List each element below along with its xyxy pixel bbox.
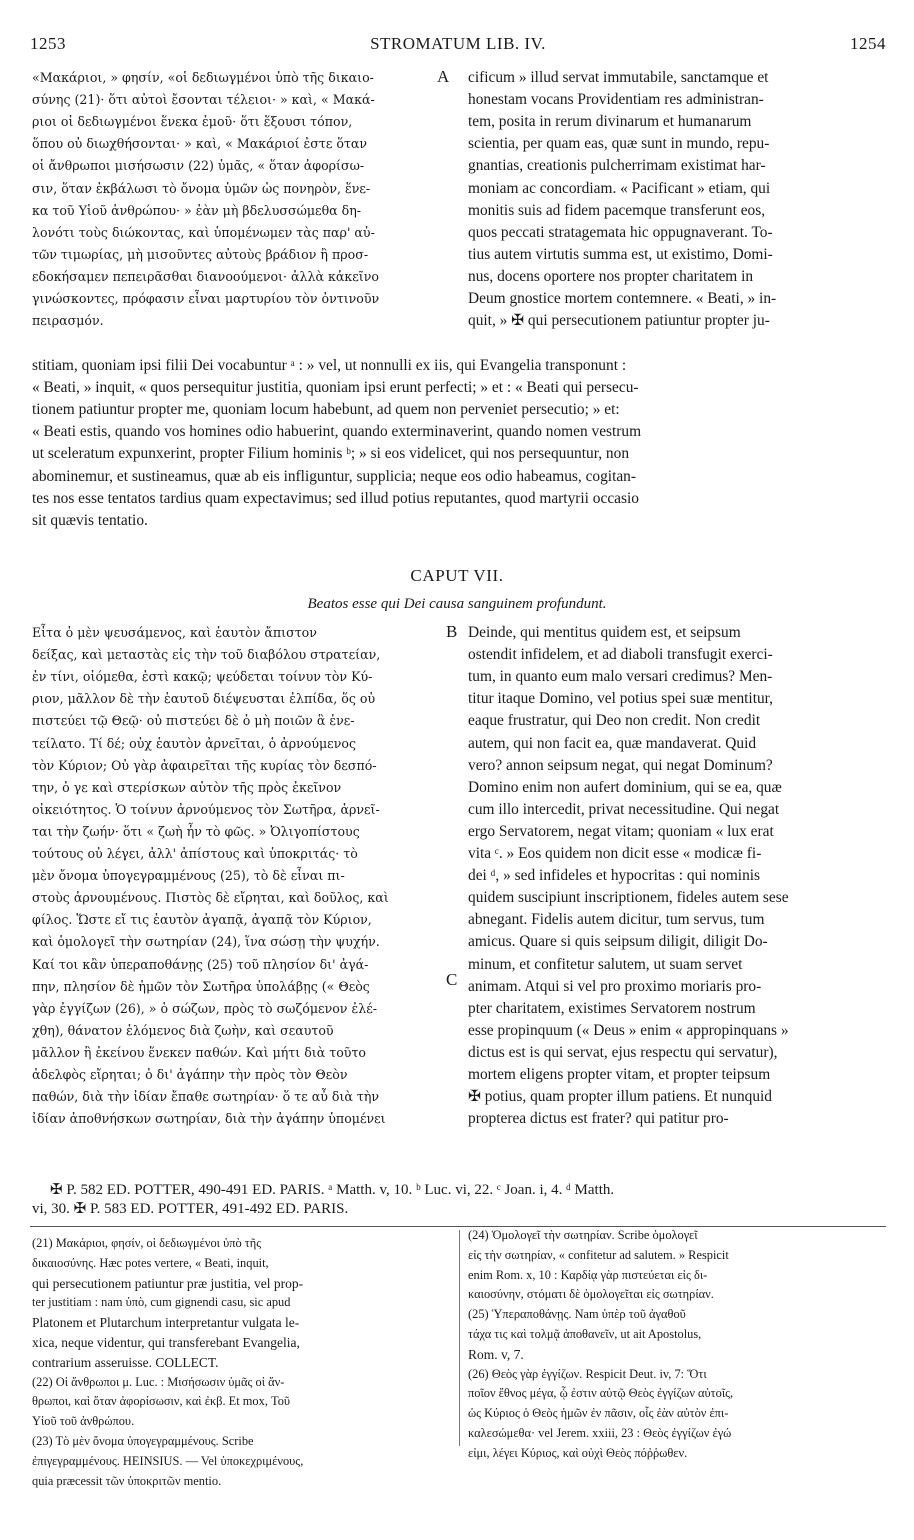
greek-text-line: μὲν ὄνομα ὑπογεγραμμένους (25), τὸ δὲ εἶναι πι- xyxy=(32,868,345,884)
footnote-line: ter justitiam : nam ὑπὸ, cum gignendi casu, sic apud xyxy=(32,1295,291,1310)
greek-text-line: πην, πλησίον δὲ ἡμῶν τὸν Σωτῆρα ὑπολάβῃς (« Θεὸς xyxy=(32,978,370,994)
latin-text-line: « Beati, » inquit, « quos persequitur justitia, quoniam ipsi erunt perfecti; » et : « Beati qui persecu- xyxy=(32,379,639,397)
footnote-line: εἰμι, λέγει Κύριος, καὶ οὐχὶ Θεὸς πόῤῥωθεν. xyxy=(468,1445,688,1460)
greek-text-line: τῶν τιμωρίας, μὴ μισοῦντες αὐτοὺς βράδιον ἢ προσ- xyxy=(32,246,369,262)
footnote-line: qui persecutionem patiuntur præ justitia, vel prop- xyxy=(32,1275,304,1291)
latin-text-line: dei ᵈ, » sed infideles et hypocritas : qui nominis xyxy=(468,867,761,885)
footnote-line: (25) Ὑπεραποθάνῃς. Nam ὑπὲρ τοῦ ἀγαθοῦ xyxy=(468,1307,686,1322)
latin-text-line: quit, » ✠ qui persecutionem patiuntur propter ju- xyxy=(468,312,770,330)
margin-letter-c: C xyxy=(446,970,458,989)
greek-text-line: ὅπου οὐ διωχθήσονται· » καὶ, « Μακάριοί ἐστε ὅταν xyxy=(32,136,368,152)
greek-text-line: καὶ ὁμολογεῖ τὴν σωτηρίαν (24), ἵνα σώσῃ τὴν ψυχήν. xyxy=(32,934,380,950)
greek-text-line: σύνης (21)· ὅτι αὐτοὶ ἔσονται τέλειοι· » καὶ, « Μακά- xyxy=(32,92,375,108)
footnote-line: δικαιοσύνης. Hæc potes vertere, « Beati, inquit, xyxy=(32,1255,269,1270)
latin-text-line: tes nos esse tentatos tardius quam expectavimus; sed illud potius reputantes, quod martyrii occasio xyxy=(32,489,639,507)
greek-text-line: ἐν τίνι, οἰόμεθα, ἐστὶ κακῷ; ψεύδεται τοίνυν τὸν Κύ- xyxy=(32,669,373,685)
latin-text-line: Deinde, qui mentitus quidem est, et seipsum xyxy=(468,624,741,641)
greek-text-line: τούτους οὐ λέγει, ἀλλ' ἀπίστους καὶ ὑποκριτάς· τὸ xyxy=(32,846,358,861)
latin-text-line: amicus. Quare si quis seipsum diligit, diligit Do- xyxy=(468,933,768,951)
footnote-line: enim Rom. x, 10 : Καρδίᾳ γὰρ πιστεύεται εἰς δι- xyxy=(468,1267,708,1282)
greek-text-line: δείξας, καὶ μεταστὰς εἰς τὴν τοῦ διαβόλου στρατείαν, xyxy=(32,647,381,663)
latin-text-line: vita ᶜ. » Eos quidem non dicit esse « modicæ fi- xyxy=(468,845,762,862)
latin-text-line: autem, qui non facit ea, quæ mandaverat. Quid xyxy=(468,734,757,752)
margin-letter-b: B xyxy=(446,622,458,641)
footnote-line: ὡς Κύριος ὁ Θεὸς ἡμῶν ἐν πᾶσιν, οἷς ἐὰν αὐτὸν ἐπι- xyxy=(468,1406,729,1421)
latin-text-line: quidem suscipiunt inscriptionem, fideles autem sese xyxy=(468,889,789,907)
latin-text-line: tius autem virtutis summa est, ut existimo, Domi- xyxy=(468,245,773,263)
footnote-line: Platonem et Plutarchum interpretantur vulgata le- xyxy=(32,1315,300,1331)
chapter-heading: CAPUT VII. xyxy=(410,566,504,585)
footnote-line: Υἱοῦ τοῦ ἀνθρώπου. xyxy=(32,1414,135,1429)
greek-text-line: γινώσκοντες, πρόφασιν εἶναι μαρτυρίου τὸν ὀντινοῦν xyxy=(32,291,380,306)
latin-text-line: ostendit infidelem, et ad diaboli transfugit exerci- xyxy=(468,646,773,664)
footnote-line: (22) Οἱ ἄνθρωποι μ. Luc. : Μισήσωσιν ὑμᾶς οἱ ἄν- xyxy=(32,1374,285,1389)
greek-text-line: ται τὴν ζωήν· ὅτι « ζωὴ ἦν τὸ φῶς. » Ὀλιγοπίστους xyxy=(32,823,360,839)
latin-text-line: sit quævis tentatio. xyxy=(32,511,148,529)
greek-text-line: σιν, ὅταν ἐκβάλωσι τὸ ὄνομα ὑμῶν ὡς πονηρὸν, ἕνε- xyxy=(32,180,371,196)
footnote-line: καιοσύνην, στόματι δὲ ὁμολογεῖται εἰς σωτηρίαν. xyxy=(468,1287,714,1302)
latin-text-line: titur itaque Domino, vel potius spei suæ mentitur, xyxy=(468,690,774,708)
footnote-line: Rom. v, 7. xyxy=(468,1346,524,1362)
running-header xyxy=(30,34,886,56)
latin-text-line: scientia, per quam eas, quæ sunt in mundo, repu- xyxy=(468,135,770,153)
right-page-number: 1254 xyxy=(850,34,886,53)
greek-text-line: ριοι οἱ δεδιωγμένοι ἕνεκα ἐμοῦ· ὅτι ἕξουσι τόπον, xyxy=(32,114,353,130)
footnote-line: ἐπιγεγραμμένους. HEINSIUS. — Vel ὑποκεχριμένους, xyxy=(32,1453,304,1468)
latin-text-line: monitis suis ad fidem pacemque transferunt eos, xyxy=(468,201,766,219)
footnote-line: (26) Θεὸς γὰρ ἐγγίζων. Respicit Deut. iv, 7: Ὅτι xyxy=(468,1366,707,1381)
chapter-subtitle: Beatos esse qui Dei causa sanguinem profundunt. xyxy=(307,596,607,612)
greek-text-line: φίλος. Ὥστε εἴ τις ἑαυτὸν ἀγαπᾷ, ἀγαπᾷ τὸν Κύριον, xyxy=(32,912,372,928)
latin-text-line: ✠ potius, quam propter illum patiens. Et nunquid xyxy=(468,1088,773,1106)
greek-text-line: γὰρ ἐγγίζων (26), » ὁ σώζων, πρὸς τὸ σωζόμενον ἐλέ- xyxy=(32,1000,377,1016)
latin-text-line: tionem patiuntur propter me, quoniam locum habebunt, ad quem non perveniet persecutio; » et: xyxy=(32,401,620,419)
greek-text-line: εδοκήσαμεν πεπειρᾶσθαι διανοούμενοι· ἀλλὰ κἀκεῖνο xyxy=(32,268,379,284)
greek-text-line: ριον, μᾶλλον δὲ τὴν ἑαυτοῦ διέψευσται ἐλπίδα, ὅς οὐ xyxy=(32,691,376,707)
greek-text-line: τείλατο. Τί δέ; οὐχ ἑαυτὸν ἀρνεῖται, ὁ ἀρνούμενος xyxy=(32,735,356,751)
latin-text-line: nus, docens oportere nos propter charitatem in xyxy=(468,267,754,285)
greek-text-line: την, ὁ γε καὶ στερίσκων αὑτὸν τῆς πρὸς ἐκεῖνον xyxy=(32,779,342,795)
latin-text-line: abominemur, et sustineamus, quæ ab eis infliguntur, supplicia; neque eos odio habeamus, cogitan- xyxy=(32,467,637,485)
greek-text-line: λονότι τοὺς διώκοντας, καὶ ὑπομένωμεν τὰς παρ' αὐ- xyxy=(32,224,375,240)
left-page-number: 1253 xyxy=(30,34,66,53)
latin-text-line: tum, in quanto eum malo versari credimus? Men- xyxy=(468,668,773,686)
footnote-line: (21) Μακάριοι, φησίν, οἱ δεδιωγμένοι ὑπὸ τῆς xyxy=(32,1236,262,1250)
greek-text-line: παθών, διὰ τὴν ἰδίαν ἔπαθε σωτηρίαν· ὅ τε αὖ διὰ τὴν xyxy=(32,1089,380,1105)
footnote-line: quia præcessit τῶν ὑποκριτῶν mentio. xyxy=(32,1473,222,1488)
latin-text-line: « Beati estis, quando vos homines odio habuerint, quando exterminaverint, quando nomen vestrum xyxy=(32,423,642,441)
greek-text-line: τὸν Κύριον; Οὐ γὰρ ἀφαιρεῖται τῆς κυρίας τὸν δεσπό- xyxy=(32,757,377,773)
latin-text-line: propterea dictus est frater? qui patitur pro- xyxy=(468,1110,729,1128)
latin-text-line: honestam vocans Providentiam res administran- xyxy=(468,91,764,109)
latin-text-line: quos peccati stratagemata hic oppugnaverant. To- xyxy=(468,223,773,241)
running-title: STROMATUM LIB. IV. xyxy=(370,34,546,53)
greek-text-line: Εἶτα ὁ μὲν ψευσάμενος, καὶ ἑαυτὸν ἄπιστον xyxy=(32,625,317,640)
latin-text-line: animam. Atqui si vel pro proximo moriaris pro- xyxy=(468,977,762,995)
latin-text-line: tem, posita in rerum divinarum et humanarum xyxy=(468,113,752,131)
greek-text-line: χθη), θάνατον ἑλόμενος διὰ ζωὴν, καὶ σεαυτοῦ xyxy=(32,1022,334,1038)
latin-text-line: stitiam, quoniam ipsi filii Dei vocabuntur ᵃ : » vel, ut nonnulli ex iis, qui Evangelia transponunt : xyxy=(32,357,627,374)
latin-text-line: Deum gnostice mortem contemnere. « Beati, » in- xyxy=(468,290,777,307)
footnote-line: xica, neque videntur, qui transferebant Evangelia, xyxy=(32,1335,300,1350)
greek-text-line: Καί τοι κἂν ὑπεραποθάνῃς (25) τοῦ πλησίον δι' ἀγά- xyxy=(32,956,369,972)
greek-text-line: πιστεύει τῷ Θεῷ· οὐ πιστεύει δὲ ὁ μὴ ποιῶν ἃ ἐνε- xyxy=(32,713,355,729)
latin-text-line: gnantias, creationis pulcherrimam existimat har- xyxy=(468,157,766,175)
latin-text-line: abnegant. Fidelis autem dicitur, tum servus, tum xyxy=(468,911,765,929)
footnote-rule xyxy=(30,1226,886,1227)
footnote-line: εἰς τὴν σωτηρίαν, « confitetur ad salutem. » Respicit xyxy=(468,1247,729,1262)
source-note-line: ✠ P. 582 ED. POTTER, 490-491 ED. PARIS. ᵃ Matth. v, 10. ᵇ Luc. vi, 22. ᶜ Joan. i, 4. ᵈ Matth. xyxy=(50,1182,615,1198)
latin-text-line: ergo Servatorem, negat vitam; quoniam « lux erat xyxy=(468,822,774,840)
footnote-line: καλεσώμεθα· vel Jerem. xxiii, 23 : Θεὸς ἐγγίζων ἐγώ xyxy=(468,1426,732,1440)
latin-text-line: ut sceleratum expunxerint, propter Filium hominis ᵇ; » si eos videlicet, qui nos persequuntur, non xyxy=(32,445,630,463)
footnote-line: ποῖον ἔθνος μέγα, ᾧ ἐστιν αὐτῷ Θεὸς ἐγγίζων αὐτοῖς, xyxy=(468,1386,734,1401)
footnote-line: (23) Τὸ μὲν ὄνομα ὑπογεγραμμένους. Scribe xyxy=(32,1434,254,1448)
greek-text-line: πειρασμόν. xyxy=(32,313,104,329)
greek-text-line: οἱ ἄνθρωποι μισήσωσιν (22) ὑμᾶς, « ὅταν ἀφορίσω- xyxy=(32,158,365,174)
latin-text-line: mortem eligens propter vitam, et propter teipsum xyxy=(468,1066,771,1083)
latin-text-line: dictus est is qui servat, ejus respectu qui servatur), xyxy=(468,1043,778,1061)
margin-letter-a: A xyxy=(437,67,450,86)
latin-text-line: Domino enim non aufert dominium, qui se ea, quæ xyxy=(468,778,782,796)
latin-text-line: moniam ac concordiam. « Pacificant » etiam, qui xyxy=(468,179,771,197)
latin-text-line: vero? annon seipsum negat, qui negat Dominum? xyxy=(468,756,773,774)
footnote-line: contrarium asseruisse. COLLECT. xyxy=(32,1354,219,1370)
latin-text-line: esse propinquum (« Deus » enim « appropinquans » xyxy=(468,1021,789,1039)
greek-text-line: ἀδελφὸς εἴρηται; ὁ δι' ἀγάπην τὴν πρὸς τὸν Θεὸν xyxy=(32,1067,348,1082)
footnote-line: τάχα τις καὶ τολμᾷ ἀποθανεῖν, ut ait Apostolus, xyxy=(468,1327,702,1341)
latin-text-line: cificum » illud servat immutabile, sanctamque et xyxy=(468,69,769,86)
source-note-line: vi, 30. ✠ P. 583 ED. POTTER, 491-492 ED. PARIS. xyxy=(32,1201,349,1217)
greek-text-line: ἰδίαν ἀποθνήσκων σωτηρίαν, διὰ τὴν ἀγάπην ὑπομένει xyxy=(32,1111,386,1127)
greek-text-line: στοὺς ἀρνουμένους. Πιστὸς δὲ εἴρηται, καὶ δοῦλος, καὶ xyxy=(32,890,389,906)
latin-text-line: cum illo intercedit, privat necessitudine. Qui negat xyxy=(468,800,780,818)
greek-text-line: μᾶλλον ἢ ἐκείνου ἕνεκεν παθών. Καὶ μήτι διὰ τοῦτο xyxy=(32,1044,366,1060)
footnote-line: (24) Ὁμολογεῖ τὴν σωτηρίαν. Scribe ὁμολογεῖ xyxy=(468,1228,698,1242)
latin-text-line: eaque frustratur, qui Deo non credit. Non credit xyxy=(468,712,761,730)
greek-text-line: οἰκειότητος. Ὁ τοίνυν ἀρνούμενος τὸν Σωτῆρα, ἀρνεῖ- xyxy=(32,801,380,817)
latin-text-line: minum, et confitetur salutem, ut suam servet xyxy=(468,955,743,973)
footnote-column-divider xyxy=(459,1230,460,1446)
greek-text-line: «Μακάριοι, » φησίν, «οἱ δεδιωγμένοι ὑπὸ τῆς δικαιο- xyxy=(32,70,374,85)
greek-text-line: κα τοῦ Υἱοῦ ἀνθρώπου· » ἐὰν μὴ βδελυσσώμεθα δη- xyxy=(32,202,362,218)
footnote-line: θρωποι, καὶ ὅταν ἀφορίσωσιν, καὶ ἐκβ. Et mox, Τοῦ xyxy=(32,1394,291,1409)
latin-text-line: pter charitatem, existimes Servatorem nostrum xyxy=(468,999,756,1017)
